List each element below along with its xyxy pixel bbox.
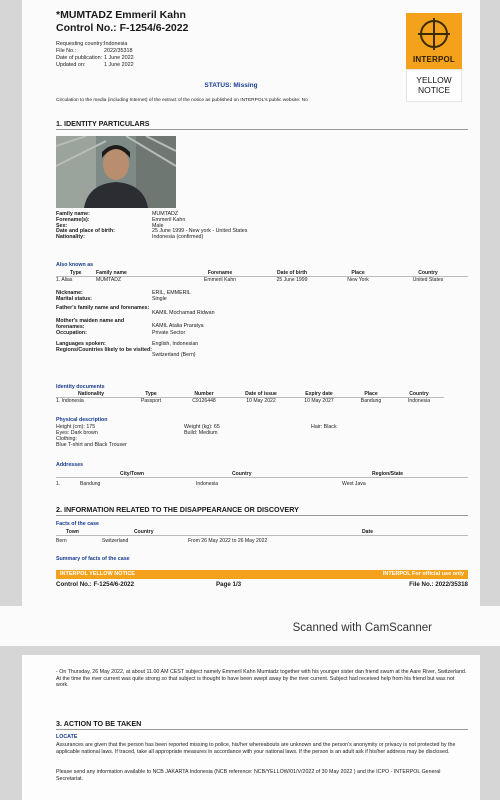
alias-title: Also known as	[56, 262, 94, 268]
weight-value: Weight (kg): 65	[184, 424, 220, 430]
section-divider	[56, 515, 468, 516]
table-header-cell: Forename	[207, 270, 233, 276]
table-cell: 25 June 1999	[276, 277, 308, 283]
field-value: KAMIL Mochamad Ridwan	[152, 309, 215, 316]
field-label: Mother's maiden name and forenames:	[56, 318, 125, 331]
footer-control: Control No.: F-1254/6-2022	[56, 581, 135, 588]
section-identity-title: 1. IDENTITY PARTICULARS	[56, 119, 150, 128]
field-value: Private Sector	[152, 329, 186, 336]
field-value: MUMTADZ	[152, 211, 179, 217]
table-header-cell: Town	[66, 529, 79, 535]
meta-row	[56, 62, 134, 69]
summary-text: - On Thursday, 26 May 2022, at about 11.00 AM CEST subject namely Emmeril Kahn Mumtadz together with his younger sister dan friend swum at the Aare River, Switzerland. At the time the river current was quite strong so that subject is thought to have been swept away by the river current. Subject had received help from his friend but was not work.	[56, 669, 467, 688]
meta-row	[56, 48, 134, 55]
meta-row	[56, 41, 134, 48]
footer-page: Page 1/3	[216, 581, 242, 588]
document-page-1	[22, 0, 480, 645]
identity-fields	[56, 212, 352, 241]
section-disappearance-title: 2. INFORMATION RELATED TO THE DISAPPEARANCE OR DISCOVERY	[56, 505, 299, 514]
table-header-cell: Nationality	[78, 391, 105, 397]
table-header	[56, 471, 468, 478]
alias-table	[56, 270, 468, 284]
table-header-cell: Country	[134, 529, 154, 535]
table-header-cell: Place	[351, 270, 365, 276]
field-value: 25 June 1999 - New york - United States	[152, 228, 248, 235]
meta-row	[56, 55, 134, 62]
section-action-title: 3. ACTION TO BE TAKEN	[56, 719, 142, 728]
camscanner-watermark: Scanned with CamScanner	[292, 622, 432, 634]
table-row	[56, 481, 468, 488]
interpol-logo	[406, 13, 462, 69]
facts-table	[56, 529, 468, 545]
table-header-cell: Expiry date	[305, 391, 333, 397]
meta-value: 1 June 2022	[104, 62, 134, 68]
table-cell: 1. Alias	[56, 277, 73, 283]
field-label: Sex:	[56, 222, 68, 229]
hair-value: Hair: Black	[311, 424, 337, 430]
badge-notice-type	[406, 69, 462, 102]
globe-icon	[420, 20, 448, 48]
field-label: Father's family name and forenames:	[56, 304, 150, 311]
table-cell: United States	[412, 277, 444, 283]
table-header-cell: Date of birth	[277, 270, 307, 276]
identity-documents-table	[56, 391, 444, 405]
table-header	[56, 270, 468, 277]
field-row	[56, 348, 352, 359]
field-value: Single	[152, 295, 167, 302]
locate-title: LOCATE	[56, 734, 78, 740]
field-value: Emmeril Kahn	[152, 216, 186, 223]
badge-notice-line1: YELLOW	[416, 75, 452, 85]
addresses-table	[56, 471, 468, 488]
field-row	[56, 319, 352, 331]
table-header-cell: Number	[194, 391, 214, 397]
field-row	[56, 331, 352, 337]
table-header-cell: Country	[409, 391, 429, 397]
table-cell: Bandung	[80, 481, 101, 487]
clothing-label: Clothing:	[56, 436, 77, 442]
table-cell: Indonesia	[196, 481, 219, 487]
footer-bar-left: INTERPOL YELLOW NOTICE	[60, 571, 135, 577]
table-header-cell: Country	[418, 270, 438, 276]
section-divider	[56, 729, 468, 730]
eyes-value: Eyes: Dark brown	[56, 430, 98, 436]
interpol-yellow-notice-badge	[406, 13, 462, 102]
status-label: STATUS: Missing	[204, 82, 258, 89]
section-divider	[56, 129, 468, 130]
table-cell: 1. Indonesia	[56, 398, 84, 404]
field-label: Nickname:	[56, 290, 83, 296]
meta-label: Date of publication:	[56, 55, 103, 61]
field-label: Marital status:	[56, 295, 92, 302]
table-header-cell	[56, 471, 80, 477]
field-label: Regions/Countries likely to be visited:	[56, 346, 152, 353]
field-value: Indonesia (confirmed)	[152, 234, 204, 241]
table-cell: Indonesia	[407, 398, 431, 404]
clothing-value: Blue T-shirt and Black Trouser	[56, 442, 127, 448]
badge-notice-line2: NOTICE	[417, 85, 451, 95]
summary-of-facts-title: Summary of facts of the case	[56, 556, 130, 562]
height-value: Height (cm): 175	[56, 424, 96, 430]
build-value: Build: Medium	[184, 430, 218, 436]
table-header	[56, 391, 444, 398]
physical-description-title: Physical description	[56, 417, 108, 423]
meta-label: Requesting country:	[56, 41, 104, 47]
table-cell: C9126448	[192, 398, 216, 404]
field-label: Languages spoken:	[56, 340, 106, 347]
table-header-cell: Date of issue	[245, 391, 277, 397]
field-row	[56, 297, 352, 303]
table-header-cell: Region/State	[372, 471, 404, 477]
identity-documents-title: Identity documents	[56, 384, 105, 390]
addresses-title: Addresses	[56, 462, 84, 468]
table-cell: Bern	[56, 538, 67, 544]
send-info-text: Please send any information available to NCB JAKARTA Indonesia (NCB reference: NCB/YELLOW/01/V/2022 of 30 May 2022 ) and the ICPO - INTERPOL General Secretariat.	[56, 769, 441, 782]
identity-fields-2	[56, 291, 352, 358]
field-label: Occupation:	[56, 329, 87, 336]
meta-label: File No.:	[56, 48, 77, 54]
badge-interpol-label: INTERPOL	[412, 55, 456, 64]
table-header	[56, 529, 468, 536]
table-header-cell: Type	[70, 270, 82, 276]
table-cell: Bandung	[360, 398, 382, 404]
table-header-cell: City/Town	[120, 471, 144, 477]
phys-col-1	[56, 424, 127, 448]
table-cell: 1.	[56, 481, 61, 487]
table-cell: Emmeril Kahn	[204, 277, 236, 283]
field-value: ERIL, EMMERIL	[152, 290, 191, 296]
field-label: Date and place of birth:	[56, 228, 115, 235]
control-number-heading: Control No.: F-1254/6-2022	[56, 22, 189, 34]
meta-value: 1 June 2022	[104, 55, 134, 61]
table-header-cell: Family name	[96, 270, 127, 276]
table-cell: 10 May 2027	[304, 398, 334, 404]
table-cell: New York	[347, 277, 369, 283]
field-row	[56, 235, 352, 241]
meta-value: Indonesia	[104, 41, 128, 47]
facts-of-case-title: Facts of the case	[56, 521, 99, 527]
table-header-cell: Date	[362, 529, 374, 535]
field-label: Family name:	[56, 211, 90, 217]
meta-label: Updated on:	[56, 62, 86, 68]
table-cell: West Java	[342, 481, 366, 487]
table-cell: MUMTADZ	[96, 277, 122, 283]
table-cell: Switzerland	[102, 538, 129, 544]
table-row	[56, 538, 468, 545]
table-cell: 10 May 2022	[246, 398, 276, 404]
table-header-cell: Place	[364, 391, 378, 397]
field-value: English, Indonesian	[152, 340, 199, 347]
subject-photo	[56, 136, 176, 208]
table-row	[56, 277, 468, 284]
subject-name-heading: *MUMTADZ Emmeril Kahn	[56, 9, 186, 21]
field-value: Male	[152, 222, 164, 229]
table-header-cell: Type	[145, 391, 157, 397]
field-label: Nationality:	[56, 234, 85, 241]
table-row	[56, 398, 444, 405]
table-cell: Passport	[140, 398, 162, 404]
meta-value: 2022/35318	[104, 48, 133, 54]
document-page-2	[22, 655, 480, 800]
footer-file: File No.: 2022/35318	[409, 581, 468, 588]
phys-col-2	[184, 424, 220, 436]
table-header-cell: Country	[232, 471, 252, 477]
footer-bar-right: INTERPOL For official use only	[382, 571, 464, 577]
circulation-note: Circulation to the media (including Internet) of the extract of the notice as published on INTERPOL's public website: No	[56, 98, 308, 103]
phys-col-3	[311, 424, 337, 430]
field-value: KAMIL Atalia Praratya	[152, 323, 204, 330]
table-cell: From 26 May 2022 to 26 May 2022	[188, 538, 268, 544]
field-row	[56, 306, 352, 317]
footer-bar	[56, 570, 468, 579]
notice-meta	[56, 41, 134, 69]
locate-text: Assurances are given that the person has been reported missing to police, his/her whereabouts are unknown and the person's anonymity or privacy is not protected by the applicable national laws. If traced, take all appropriate measures in accordance with your national laws. If the person is an adult ask if his/her address may be disclosed.	[56, 742, 456, 755]
field-label: Forename(s):	[56, 216, 90, 223]
field-value: Switzerland (Bern)	[152, 351, 196, 358]
